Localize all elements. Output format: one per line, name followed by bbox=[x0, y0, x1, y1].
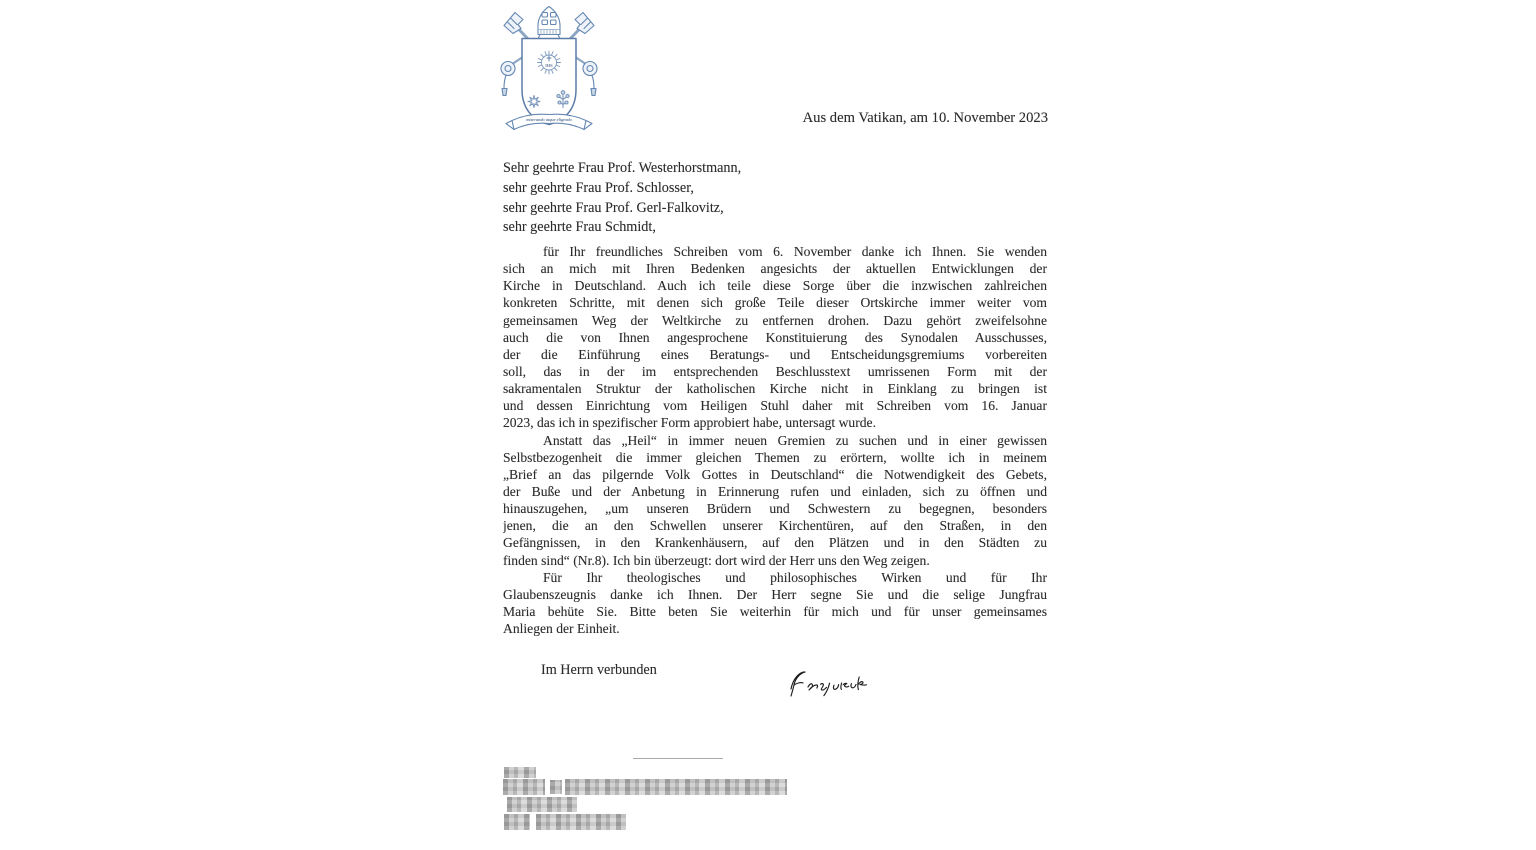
body-line: hinauszugehen, „um unseren Brüdern und Schwestern zu begegnen, besonders bbox=[503, 501, 1047, 517]
letter-body bbox=[503, 243, 1047, 637]
redacted-address-line bbox=[507, 797, 577, 812]
redacted-address-line bbox=[503, 779, 545, 795]
body-line: Anliegen der Einheit. bbox=[503, 621, 620, 637]
body-line: finden sind“ (Nr.8). Ich bin überzeugt: dort wird der Herr uns den Weg zeigen. bbox=[503, 552, 930, 568]
redacted-address-line bbox=[536, 814, 626, 830]
redacted-address-line bbox=[565, 779, 787, 795]
salutation-line: sehr geehrte Frau Schmidt, bbox=[503, 219, 656, 236]
body-line: gemeinsamen Weg der Weltkirche zu entfernen drohen. Dazu gehört zweifelsohne bbox=[503, 312, 1047, 328]
signature-icon bbox=[784, 668, 880, 702]
body-line: „Brief an das pilgernde Volk Gottes in Deutschland“ die Notwendigkeit des Gebets, bbox=[503, 466, 1047, 482]
signature-franziskus bbox=[784, 668, 880, 702]
body-line: Gefängnissen, in den Krankenhäusern, auf den Plätzen und in den Städten zu bbox=[503, 535, 1047, 551]
body-line: Selbstbezogenheit die immer gleichen Themen zu erörtern, wollte ich in meinem bbox=[503, 449, 1047, 465]
body-line: Glaubenszeugnis danke ich Ihnen. Der Herr segne Sie und die selige Jungfrau bbox=[503, 586, 1047, 602]
body-line: Kirche in Deutschland. Auch ich teile diese Sorge über die inzwischen zahlreichen bbox=[503, 278, 1047, 294]
svg-text:IHS: IHS bbox=[545, 63, 553, 68]
body-line: der Buße und der Anbetung in Erinnerung rufen und einladen, sich zu öffnen und bbox=[503, 483, 1047, 499]
body-line: Maria behüte Sie. Bitte beten Sie weiterhin für mich und für unser gemeinsames bbox=[503, 603, 1047, 619]
body-line: sakramentalen Struktur der katholischen Kirche nicht in Einklang zu bringen ist bbox=[503, 381, 1047, 397]
body-line: 2023, das ich in spezifischer Form approbiert habe, untersagt wurde. bbox=[503, 415, 876, 431]
body-line: für Ihr freundliches Schreiben vom 6. November danke ich Ihnen. Sie wenden bbox=[543, 244, 1047, 259]
salutation-line: sehr geehrte Frau Prof. Schlosser, bbox=[503, 179, 694, 196]
body-line: auch die von Ihnen angesprochene Konstituierung des Synodalen Ausschusses, bbox=[503, 329, 1047, 345]
papal-coat-of-arms bbox=[492, 3, 606, 137]
body-line: Anstatt das „Heil“ in immer neuen Gremien zu suchen und in einer gewissen bbox=[543, 432, 1047, 448]
body-line: Für Ihr theologisches und philosophisches Wirken und für Ihr bbox=[543, 569, 1047, 585]
redacted-address-line bbox=[504, 767, 536, 778]
body-line: jenen, die an den Schwellen unserer Kirchentüren, auf den Straßen, in den bbox=[503, 518, 1047, 534]
body-line: sich an mich mit Ihren Bedenken angesichts der aktuellen Entwicklungen der bbox=[503, 261, 1047, 277]
closing-line: Im Herrn verbunden bbox=[541, 662, 657, 678]
salutation-block bbox=[503, 159, 741, 238]
date-line: Aus dem Vatikan, am 10. November 2023 bbox=[802, 110, 1048, 126]
body-line: konkreten Schritte, mit denen sich große Teile dieser Ortskirche immer weiter vom bbox=[503, 295, 1047, 311]
salutation-line: sehr geehrte Frau Prof. Gerl-Falkovitz, bbox=[503, 199, 724, 216]
address-divider-line bbox=[633, 758, 723, 759]
body-line: der die Einführung eines Beratungs- und Entscheidungsgremiums vorbereiten bbox=[503, 346, 1047, 362]
salutation-line: Sehr geehrte Frau Prof. Westerhorstmann, bbox=[503, 160, 742, 176]
body-line: soll, das in der im entsprechenden Beschlusstext umrissenen Form mit der bbox=[503, 363, 1047, 379]
coat-of-arms-motto: miserando atque eligendo bbox=[526, 117, 572, 123]
body-line: und dessen Einrichtung vom Heiligen Stuhl daher mit Schreiben vom 16. Januar bbox=[503, 398, 1047, 414]
papal-coat-of-arms-icon bbox=[492, 3, 606, 137]
redacted-address-line bbox=[550, 780, 562, 794]
redacted-address-line bbox=[504, 814, 530, 830]
